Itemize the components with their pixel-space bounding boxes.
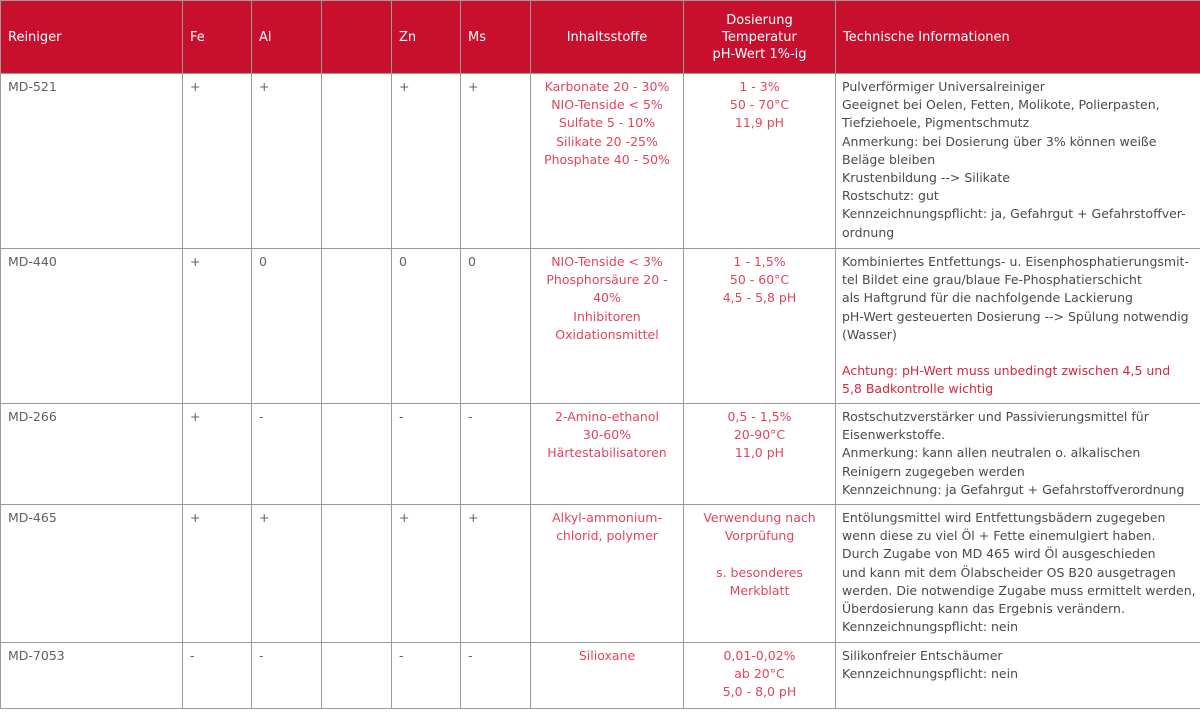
- inhalt-line: Härtestabilisatoren: [547, 445, 667, 461]
- cell-blank: [322, 249, 392, 404]
- tech-line: Pulverförmiger Universalreiniger: [842, 79, 1045, 94]
- tech-line: Reinigern zugegeben werden: [842, 463, 1025, 479]
- cell-name: MD-440: [1, 249, 183, 404]
- cell-fe: +: [183, 249, 252, 404]
- dosierung-line: 1 - 1,5%: [733, 254, 786, 269]
- cell-name: MD-465: [1, 505, 183, 643]
- cell-blank: [322, 643, 392, 709]
- cell-zn: -: [392, 404, 461, 505]
- cell-blank: [322, 404, 392, 505]
- table-row: [1, 643, 1200, 709]
- spacer: [687, 545, 832, 563]
- inhalt-line: chlorid, polymer: [556, 528, 658, 544]
- inhalt-line: Alkyl-ammonium-: [552, 510, 662, 525]
- cell-tech: [836, 74, 1200, 249]
- dosierung-line: Merkblatt: [729, 582, 790, 598]
- inhalt-line: Karbonate 20 - 30%: [544, 79, 670, 94]
- cell-al: +: [252, 505, 322, 643]
- cell-al: -: [252, 643, 322, 709]
- cell-zn: -: [392, 643, 461, 709]
- cell-tech: [836, 505, 1200, 643]
- inhalt-line: Silioxane: [578, 648, 636, 663]
- tech-line: tel Bildet eine grau/blaue Fe-Phosphatierschicht: [842, 272, 1142, 288]
- dosierung-line: 4,5 - 5,8 pH: [722, 290, 797, 306]
- cell-tech: [836, 404, 1200, 505]
- spacer: [842, 344, 1198, 362]
- cell-name: MD-521: [1, 74, 183, 249]
- tech-line: Geeignet bei Oelen, Fetten, Molikote, Polierpasten,: [842, 97, 1160, 113]
- cell-zn: 0: [392, 249, 461, 404]
- cell-inhaltsstoffe: [531, 505, 684, 643]
- inhalt-line: 40%: [593, 290, 621, 306]
- cell-fe: +: [183, 505, 252, 643]
- tech-line: Silikonfreier Entschäumer: [842, 648, 1003, 663]
- cell-ms: +: [461, 74, 531, 249]
- tech-line: pH-Wert gesteuerten Dosierung --> Spülung notwendig: [842, 308, 1189, 324]
- header-row: [1, 1, 1200, 74]
- dosierung-line: 50 - 60°C: [729, 272, 790, 288]
- inhalt-line: Sulfate 5 - 10%: [558, 115, 656, 131]
- dosierung-line: 50 - 70°C: [729, 97, 790, 113]
- table-row: [1, 249, 1200, 404]
- dosierung-line: 1 - 3%: [739, 79, 780, 94]
- tech-line: ordnung: [842, 224, 895, 240]
- tech-line: Überdosierung kann das Ergebnis verändern.: [842, 601, 1125, 617]
- cell-inhaltsstoffe: [531, 404, 684, 505]
- tech-line: Tiefziehoele, Pigmentschmutz: [842, 115, 1030, 131]
- header-dosierung-line: pH-Wert 1%-ig: [712, 46, 807, 62]
- inhalt-line: Inhibitoren: [573, 308, 641, 324]
- dosierung-line: Verwendung nach: [703, 510, 816, 525]
- table-row: [1, 74, 1200, 249]
- inhalt-line: 30-60%: [582, 427, 632, 443]
- header-al: Al: [252, 1, 322, 74]
- header-ms: Ms: [461, 1, 531, 74]
- cell-inhaltsstoffe: [531, 249, 684, 404]
- cell-fe: +: [183, 74, 252, 249]
- cell-al: 0: [252, 249, 322, 404]
- inhalt-line: 2-Amino-ethanol: [555, 409, 659, 424]
- tech-line: als Haftgrund für die nachfolgende Lackierung: [842, 290, 1133, 306]
- tech-line: Kennzeichnungspflicht: nein: [842, 666, 1019, 682]
- cell-tech: [836, 643, 1200, 709]
- tech-line: Beläge bleiben: [842, 151, 936, 167]
- warning-line: 5,8 Badkontrolle wichtig: [842, 381, 994, 397]
- inhalt-line: NIO-Tenside < 5%: [551, 97, 663, 113]
- header-dosierung: [684, 1, 836, 74]
- header-dosierung-line: Temperatur: [722, 29, 797, 45]
- header-fe: Fe: [183, 1, 252, 74]
- cell-name: MD-7053: [1, 643, 183, 709]
- tech-line: (Wasser): [842, 326, 897, 342]
- inhalt-line: Silikate 20 -25%: [556, 133, 658, 149]
- tech-line: Anmerkung: kann allen neutralen o. alkalischen: [842, 445, 1141, 461]
- tech-line: Kombiniertes Entfettungs- u. Eisenphosphatierungsmit-: [842, 254, 1189, 269]
- dosierung-line: Vorprüfung: [724, 528, 795, 544]
- header-reiniger: Reiniger: [1, 1, 183, 74]
- inhalt-line: NIO-Tenside < 3%: [551, 254, 663, 269]
- tech-line: Anmerkung: bei Dosierung über 3% können weiße: [842, 133, 1157, 149]
- header-tech: Technische Informationen: [836, 1, 1200, 74]
- tech-line: Eisenwerkstoffe.: [842, 427, 946, 443]
- inhalt-line: Phosphate 40 - 50%: [544, 151, 670, 167]
- dosierung-line: 0,5 - 1,5%: [727, 409, 792, 424]
- cell-ms: 0: [461, 249, 531, 404]
- header-zn: Zn: [392, 1, 461, 74]
- table-row: [1, 404, 1200, 505]
- inhalt-line: Oxidationsmittel: [555, 326, 659, 342]
- warning-line: Achtung: pH-Wert muss unbedingt zwischen 4,5 und: [842, 363, 1171, 379]
- dosierung-line: 11,0 pH: [734, 445, 785, 461]
- cell-fe: +: [183, 404, 252, 505]
- cell-dosierung: [684, 643, 836, 709]
- cell-al: -: [252, 404, 322, 505]
- table-row: [1, 505, 1200, 643]
- dosierung-line: s. besonderes: [716, 564, 803, 580]
- cell-blank: [322, 74, 392, 249]
- tech-line: Rostschutzverstärker und Passivierungsmittel für: [842, 409, 1149, 424]
- cell-tech: [836, 249, 1200, 404]
- cell-al: +: [252, 74, 322, 249]
- cell-name: MD-266: [1, 404, 183, 505]
- cell-ms: -: [461, 643, 531, 709]
- cell-ms: +: [461, 505, 531, 643]
- header-inhaltsstoffe: Inhaltsstoffe: [531, 1, 684, 74]
- dosierung-line: 0,01-0,02%: [723, 648, 796, 663]
- cell-dosierung: [684, 74, 836, 249]
- tech-line: Kennzeichnungspflicht: ja, Gefahrgut + Gefahrstoffver-: [842, 206, 1186, 222]
- tech-line: Entölungsmittel wird Entfettungsbädern zugegeben: [842, 510, 1166, 525]
- header-empty: [322, 1, 392, 74]
- tech-line: werden. Die notwendige Zugabe muss ermittelt werden,: [842, 582, 1196, 598]
- tech-line: Krustenbildung --> Silikate: [842, 170, 1010, 186]
- tech-line: wenn diese zu viel Öl + Fette einemulgiert haben.: [842, 528, 1156, 544]
- cell-zn: +: [392, 505, 461, 643]
- header-dosierung-line: Dosierung: [726, 12, 793, 28]
- tech-line: Rostschutz: gut: [842, 188, 939, 204]
- tech-line: Kennzeichnungspflicht: nein: [842, 619, 1019, 635]
- inhalt-line: Phosphorsäure 20 -: [546, 272, 668, 288]
- cell-fe: -: [183, 643, 252, 709]
- cell-blank: [322, 505, 392, 643]
- cell-dosierung: [684, 505, 836, 643]
- cell-dosierung: [684, 404, 836, 505]
- dosierung-line: 20-90°C: [733, 427, 786, 443]
- dosierung-line: 11,9 pH: [734, 115, 785, 131]
- cell-zn: +: [392, 74, 461, 249]
- cell-inhaltsstoffe: [531, 643, 684, 709]
- cell-dosierung: [684, 249, 836, 404]
- dosierung-line: ab 20°C: [734, 666, 785, 682]
- tech-line: Kennzeichnung: ja Gefahrgut + Gefahrstoffverordnung: [842, 481, 1185, 497]
- cell-ms: -: [461, 404, 531, 505]
- tech-line: und kann mit dem Ölabscheider OS B20 ausgetragen: [842, 564, 1176, 580]
- cell-inhaltsstoffe: [531, 74, 684, 249]
- tech-line: Durch Zugabe von MD 465 wird Öl ausgeschieden: [842, 546, 1156, 562]
- dosierung-line: 5,0 - 8,0 pH: [722, 684, 797, 700]
